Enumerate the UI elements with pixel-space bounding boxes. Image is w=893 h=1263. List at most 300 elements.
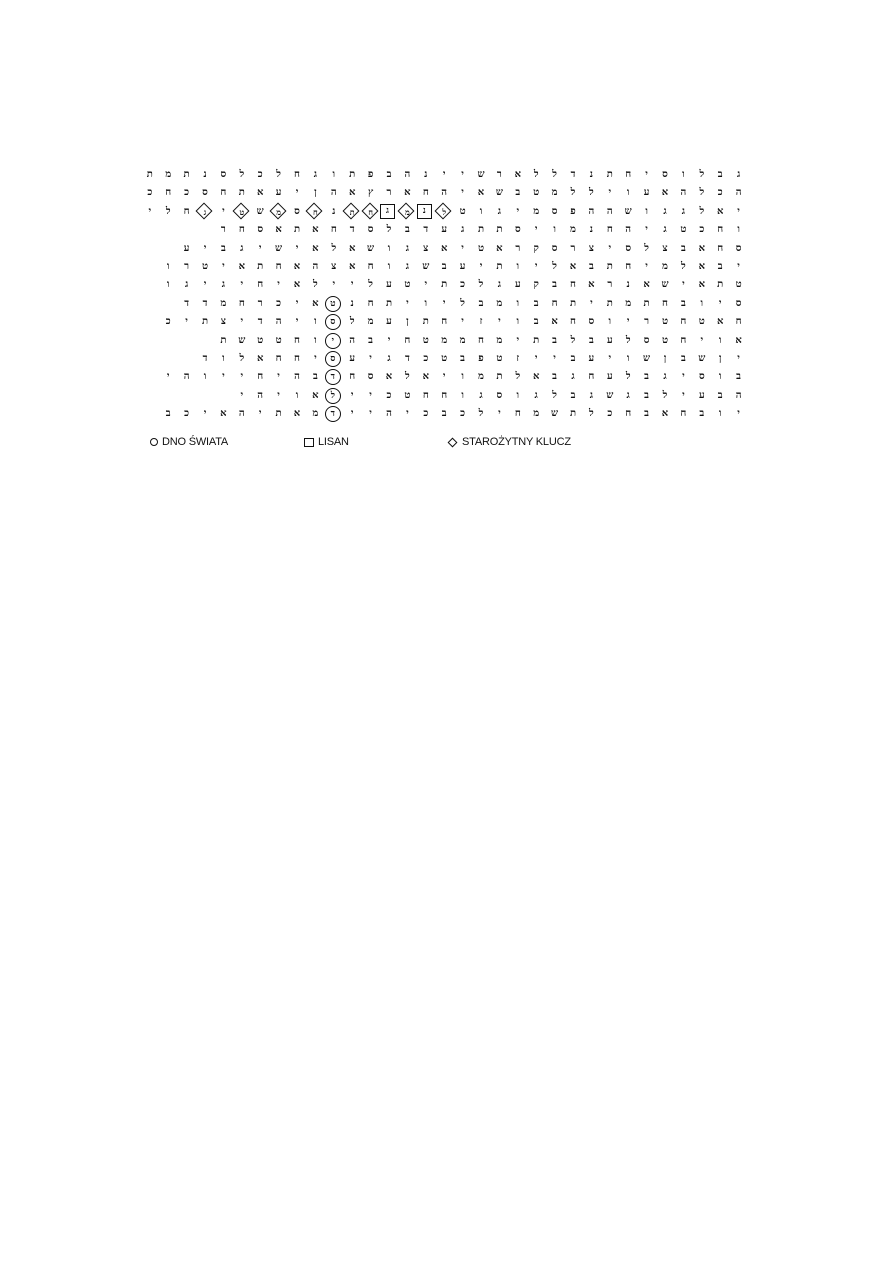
grid-letter: א <box>256 187 264 199</box>
grid-letter: כ <box>423 353 429 364</box>
grid-letter: י <box>350 389 354 401</box>
grid-letter: י <box>700 334 704 346</box>
grid-letter: ס <box>294 205 300 217</box>
grid-letter: ה <box>606 205 613 217</box>
grid-letter: י <box>185 316 188 328</box>
grid-letter: ו <box>166 279 170 291</box>
grid-letter: ב <box>644 389 649 401</box>
grid-letter: ב <box>533 316 539 328</box>
grid-letter: ו <box>314 316 317 328</box>
grid-letter: מ <box>312 408 319 420</box>
grid-letter: נ <box>589 224 594 236</box>
grid-letter-circled: ל <box>325 388 341 404</box>
grid-letter: ש <box>275 242 283 254</box>
grid-letter: ל <box>681 261 686 272</box>
grid-letter: נ <box>350 297 354 309</box>
grid-letter-diamond: ת <box>343 203 361 221</box>
grid-letter: ל <box>533 169 539 180</box>
grid-letter: ו <box>718 334 722 346</box>
grid-letter-circled: ט <box>325 296 341 312</box>
grid-letter: י <box>682 389 685 401</box>
grid-letter: ח <box>367 261 374 272</box>
grid-letter-diamond: מ <box>398 203 416 221</box>
grid-letter: ן <box>718 353 722 364</box>
grid-letter: ש <box>477 169 485 180</box>
grid-row <box>148 203 748 221</box>
grid-letter: פ <box>367 169 374 180</box>
grid-letter: י <box>442 169 446 180</box>
grid-letter: ס <box>220 169 227 180</box>
grid-letter: כ <box>717 187 723 199</box>
grid-letter: ה <box>275 316 282 328</box>
grid-letter: א <box>698 242 705 254</box>
grid-letter-diamond: ג <box>196 203 214 221</box>
grid-letter: ל <box>239 169 245 180</box>
grid-letter: ו <box>387 261 391 272</box>
grid-letter: ת <box>717 279 724 291</box>
grid-letter: ל <box>644 242 649 254</box>
grid-letter: ל <box>460 297 465 309</box>
grid-letter: כ <box>147 187 153 199</box>
grid-letter: כ <box>184 408 190 420</box>
grid-letter: א <box>716 316 724 328</box>
grid-letter: א <box>569 261 577 272</box>
grid-letter: י <box>682 279 685 291</box>
grid-letter: ו <box>737 224 740 236</box>
grid-letter-boxed: ג <box>380 204 395 219</box>
grid-letter: ח <box>257 371 264 383</box>
grid-letter: ל <box>570 187 576 199</box>
grid-letter: ט <box>404 389 411 401</box>
legend-item-diamond <box>448 436 571 448</box>
grid-letter: מ <box>220 297 227 309</box>
grid-letter: י <box>295 242 299 254</box>
grid-row <box>148 295 748 313</box>
grid-letter: ל <box>699 187 705 199</box>
grid-letter: א <box>422 371 429 383</box>
square-icon <box>304 438 314 447</box>
grid-letter: ס <box>496 389 503 401</box>
grid-letter: ר <box>184 261 190 272</box>
grid-letter: ט <box>735 279 742 291</box>
grid-letter: ג <box>534 389 538 401</box>
grid-letter: ו <box>387 242 391 254</box>
grid-letter: י <box>350 408 354 420</box>
grid-letter: ח <box>238 297 245 309</box>
grid-letter: ח <box>275 261 282 272</box>
grid-letter: מ <box>625 297 632 309</box>
grid-letter: י <box>240 279 244 291</box>
grid-letter: ו <box>718 408 722 420</box>
grid-row <box>148 184 748 202</box>
grid-letter: ח <box>294 334 300 346</box>
grid-letter: י <box>516 334 520 346</box>
grid-letter: ב <box>404 224 410 236</box>
grid-letter: י <box>645 169 648 180</box>
grid-letter: מ <box>496 297 503 309</box>
grid-letter: ן <box>314 187 317 199</box>
grid-letter: ר <box>570 242 576 254</box>
grid-letter: ה <box>404 169 411 180</box>
grid-letter: ח <box>478 334 484 346</box>
grid-letter: ס <box>588 316 595 328</box>
grid-letter: ץ <box>367 187 374 199</box>
grid-letter: י <box>737 261 740 272</box>
grid-letter: ת <box>183 169 190 180</box>
grid-letter: ב <box>552 279 557 291</box>
grid-letter: א <box>275 224 282 236</box>
grid-letter: ו <box>608 316 612 328</box>
grid-letter: ע <box>183 242 190 254</box>
grid-letter: ה <box>257 389 264 401</box>
grid-letter: ה <box>625 224 632 236</box>
grid-letter: ו <box>424 297 428 309</box>
grid-letter: ו <box>516 297 520 309</box>
grid-letter: צ <box>331 261 337 272</box>
grid-letter: ג <box>681 205 686 217</box>
grid-letter: ח <box>294 169 300 180</box>
grid-letter: ו <box>461 389 464 401</box>
grid-letter: ו <box>718 371 722 383</box>
grid-letter: ס <box>367 224 374 236</box>
grid-letter: ש <box>624 205 632 217</box>
grid-letter: ת <box>569 297 577 309</box>
legend-square-label: LISAN <box>318 436 349 448</box>
grid-letter: מ <box>459 334 466 346</box>
legend <box>150 436 750 452</box>
grid-letter: ש <box>698 353 706 364</box>
grid-letter: י <box>369 353 372 364</box>
grid-letter: י <box>534 224 538 236</box>
grid-letter: י <box>534 261 538 272</box>
grid-letter: ב <box>717 261 723 272</box>
grid-letter: ו <box>626 187 630 199</box>
grid-letter: ב <box>386 169 392 180</box>
grid-letter: ל <box>313 279 318 291</box>
grid-letter: ש <box>551 408 559 420</box>
grid-letter: א <box>293 279 301 291</box>
grid-letter: ו <box>166 261 170 272</box>
grid-letter: ר <box>607 279 613 291</box>
grid-letter: ו <box>553 224 556 236</box>
grid-letter: כ <box>423 408 429 420</box>
grid-letter: ת <box>385 297 393 309</box>
grid-letter: י <box>277 371 280 383</box>
grid-letter: ע <box>386 316 392 328</box>
grid-letter: א <box>348 261 356 272</box>
grid-letter: מ <box>441 334 448 346</box>
grid-letter: ד <box>349 224 355 236</box>
grid-letter: ו <box>314 334 317 346</box>
grid-letter: ט <box>404 279 411 291</box>
grid-letter: כ <box>276 297 282 309</box>
grid-letter-diamond: ל <box>435 203 453 221</box>
grid-letter: ל <box>478 408 484 420</box>
grid-letter: ת <box>496 224 503 236</box>
grid-letter: ב <box>515 187 521 199</box>
grid-letter: מ <box>478 371 484 383</box>
grid-letter-circled: י <box>325 333 341 349</box>
grid-letter: י <box>369 408 372 420</box>
grid-letter: ט <box>441 353 448 364</box>
grid-letter: ל <box>405 371 410 383</box>
grid-letter: ב <box>368 334 373 346</box>
grid-letter: ש <box>495 187 503 199</box>
grid-letter: א <box>698 279 705 291</box>
grid-letter: ח <box>551 297 558 309</box>
grid-letter-circled: ד <box>325 406 341 422</box>
grid-letter: י <box>258 242 262 254</box>
grid-letter: ג <box>460 224 465 236</box>
grid-letter: י <box>222 261 225 272</box>
grid-letter: ס <box>257 224 264 236</box>
grid-letter-diamond: ח <box>362 203 380 221</box>
grid-letter: ד <box>202 297 208 309</box>
diamond-icon <box>448 437 458 447</box>
grid-letter: י <box>479 261 483 272</box>
grid-letter: ח <box>422 187 429 199</box>
grid-letter-circled: ס <box>325 351 341 367</box>
grid-row <box>148 368 748 386</box>
grid-row <box>148 221 748 239</box>
grid-letter: ס <box>625 242 632 254</box>
grid-letter: פ <box>478 353 484 364</box>
grid-letter: ש <box>661 279 669 291</box>
grid-letter: א <box>312 224 319 236</box>
grid-letter: ח <box>588 371 595 383</box>
grid-letter: ת <box>569 408 577 420</box>
grid-letter: ב <box>533 297 539 309</box>
grid-letter: ו <box>645 205 648 217</box>
grid-letter: ב <box>699 408 705 420</box>
grid-row <box>148 313 748 331</box>
grid-letter: ש <box>256 205 264 217</box>
grid-letter: י <box>332 279 336 291</box>
grid-letter: י <box>203 242 207 254</box>
grid-letter: ע <box>588 353 595 364</box>
grid-letter: א <box>293 408 301 420</box>
grid-letter: א <box>514 169 521 180</box>
grid-letter: ה <box>330 187 337 199</box>
grid-letter: י <box>645 224 648 236</box>
grid-letter-circled: ס <box>325 314 341 330</box>
grid-letter: ת <box>643 297 650 309</box>
grid-letter: נ <box>424 169 428 180</box>
grid-letter: ב <box>644 371 649 383</box>
grid-letter: א <box>220 408 227 420</box>
grid-letter: ל <box>331 242 337 254</box>
grid-letter: ב <box>460 353 465 364</box>
grid-letter: פ <box>570 205 576 217</box>
grid-letter: א <box>477 187 485 199</box>
grid-row <box>148 166 748 184</box>
grid-letter: ת <box>606 169 613 180</box>
grid-letter: י <box>424 279 428 291</box>
grid-letter: כ <box>386 389 392 401</box>
grid-letter: א <box>312 297 319 309</box>
grid-letter: צ <box>588 242 595 254</box>
grid-letter: ל <box>589 408 594 420</box>
grid-letter: ת <box>238 187 245 199</box>
grid-letter: ש <box>643 353 651 364</box>
grid-letter: ת <box>275 408 282 420</box>
grid-letter: ע <box>698 389 705 401</box>
grid-letter: ט <box>459 205 466 217</box>
grid-letter: ט <box>257 334 264 346</box>
grid-letter: ס <box>662 169 668 180</box>
grid-letter: א <box>588 279 595 291</box>
grid-letter: י <box>498 408 501 420</box>
grid-letter: ס <box>551 205 558 217</box>
grid-letter: ז <box>516 353 520 364</box>
grid-letter: ה <box>680 187 687 199</box>
grid-letter: י <box>737 408 740 420</box>
grid-letter: כ <box>607 408 613 420</box>
grid-letter: ג <box>663 205 667 217</box>
grid-letter: ל <box>478 279 484 291</box>
grid-letter: ט <box>477 242 485 254</box>
legend-item-square <box>304 436 349 448</box>
grid-letter: ק <box>533 279 539 291</box>
grid-letter: ה <box>312 261 319 272</box>
grid-letter: ר <box>496 169 502 180</box>
grid-letter: ח <box>680 316 687 328</box>
grid-letter: י <box>240 389 244 401</box>
grid-row <box>148 350 748 368</box>
grid-letter: י <box>277 279 280 291</box>
grid-letter: ב <box>588 334 594 346</box>
grid-letter: נ <box>203 169 207 180</box>
grid-letter: מ <box>551 187 558 199</box>
grid-letter: ו <box>516 389 520 401</box>
grid-letter: ד <box>570 169 576 180</box>
grid-letter: ג <box>663 224 667 236</box>
grid-letter: ח <box>183 205 190 217</box>
grid-letter: ד <box>184 297 189 309</box>
grid-letter: י <box>737 353 740 364</box>
grid-letter: ח <box>717 224 724 236</box>
grid-letter: כ <box>460 408 466 420</box>
grid-letter: ח <box>367 297 374 309</box>
grid-row <box>148 240 748 258</box>
grid-letter: א <box>532 371 540 383</box>
grid-letter: ל <box>570 334 576 346</box>
grid-letter: ס <box>643 334 650 346</box>
grid-letter: ה <box>349 334 356 346</box>
grid-letter: כ <box>184 187 190 199</box>
grid-letter: ח <box>680 334 687 346</box>
grid-letter: ו <box>626 353 630 364</box>
grid-letter: י <box>406 408 409 420</box>
grid-letter: ל <box>349 316 355 328</box>
grid-letter: י <box>626 316 630 328</box>
grid-letter: ה <box>238 408 245 420</box>
grid-letter: ל <box>662 389 668 401</box>
grid-letter: ג <box>313 169 318 180</box>
grid-letter: ן <box>663 353 667 364</box>
grid-letter: ש <box>422 261 430 272</box>
grid-letter: א <box>404 187 411 199</box>
grid-letter: י <box>516 205 520 217</box>
grid-letter: ע <box>441 224 448 236</box>
grid-letter: י <box>608 353 612 364</box>
grid-letter: מ <box>165 169 172 180</box>
grid-letter: ר <box>644 316 650 328</box>
grid-letter: א <box>698 261 705 272</box>
grid-letter: א <box>348 242 356 254</box>
grid-letter: ח <box>680 408 687 420</box>
grid-letter: ו <box>461 371 464 383</box>
grid-letter: י <box>553 353 556 364</box>
grid-letter: ח <box>570 316 576 328</box>
grid-letter: ח <box>570 279 576 291</box>
grid-letter: י <box>295 316 299 328</box>
grid-letter: ו <box>700 297 704 309</box>
grid-letter: ח <box>735 316 742 328</box>
grid-row <box>148 258 748 276</box>
grid-letter: ד <box>404 353 410 364</box>
circle-icon <box>150 438 158 446</box>
grid-letter: ה <box>294 371 300 383</box>
grid-letter: ל <box>552 389 557 401</box>
grid-letter: ת <box>533 334 540 346</box>
grid-letter: כ <box>699 224 705 236</box>
grid-letter: ת <box>293 224 301 236</box>
grid-letter: ס <box>735 297 742 309</box>
grid-letter: י <box>314 353 317 364</box>
grid-letter: ו <box>203 371 207 383</box>
grid-letter: א <box>661 187 669 199</box>
grid-letter: י <box>203 408 207 420</box>
grid-letter: ו <box>295 389 299 401</box>
grid-row <box>148 387 748 405</box>
grid-letter: ו <box>516 316 520 328</box>
letter-grid <box>148 166 748 426</box>
grid-letter: ח <box>404 334 411 346</box>
grid-letter: י <box>645 261 648 272</box>
grid-letter: ח <box>625 169 632 180</box>
grid-letter: ש <box>238 334 246 346</box>
grid-letter: מ <box>533 205 540 217</box>
grid-letter: ס <box>551 242 558 254</box>
grid-letter: ע <box>606 371 613 383</box>
grid-letter: ר <box>515 242 521 254</box>
grid-letter: ב <box>570 389 576 401</box>
grid-letter: א <box>293 261 301 272</box>
grid-letter: ן <box>406 316 409 328</box>
grid-letter: ט <box>201 261 209 272</box>
grid-letter: ט <box>275 334 282 346</box>
grid-letter: י <box>350 279 354 291</box>
grid-row <box>148 276 748 294</box>
grid-letter: ב <box>312 371 318 383</box>
grid-letter: ט <box>661 334 669 346</box>
grid-letter: ח <box>349 371 356 383</box>
grid-letter: ל <box>589 187 594 199</box>
grid-letter: ב <box>736 371 741 383</box>
grid-letter: ע <box>606 334 613 346</box>
grid-letter: ח <box>238 224 245 236</box>
grid-letter: ג <box>221 279 226 291</box>
grid-letter: ק <box>533 242 539 254</box>
grid-letter: ה <box>588 205 595 217</box>
grid-letter: ב <box>220 242 226 254</box>
grid-letter-diamond: ט <box>233 203 251 221</box>
grid-letter: ט <box>698 316 705 328</box>
grid-letter: ב <box>717 389 723 401</box>
grid-letter: ש <box>606 389 614 401</box>
grid-letter: י <box>442 371 446 383</box>
